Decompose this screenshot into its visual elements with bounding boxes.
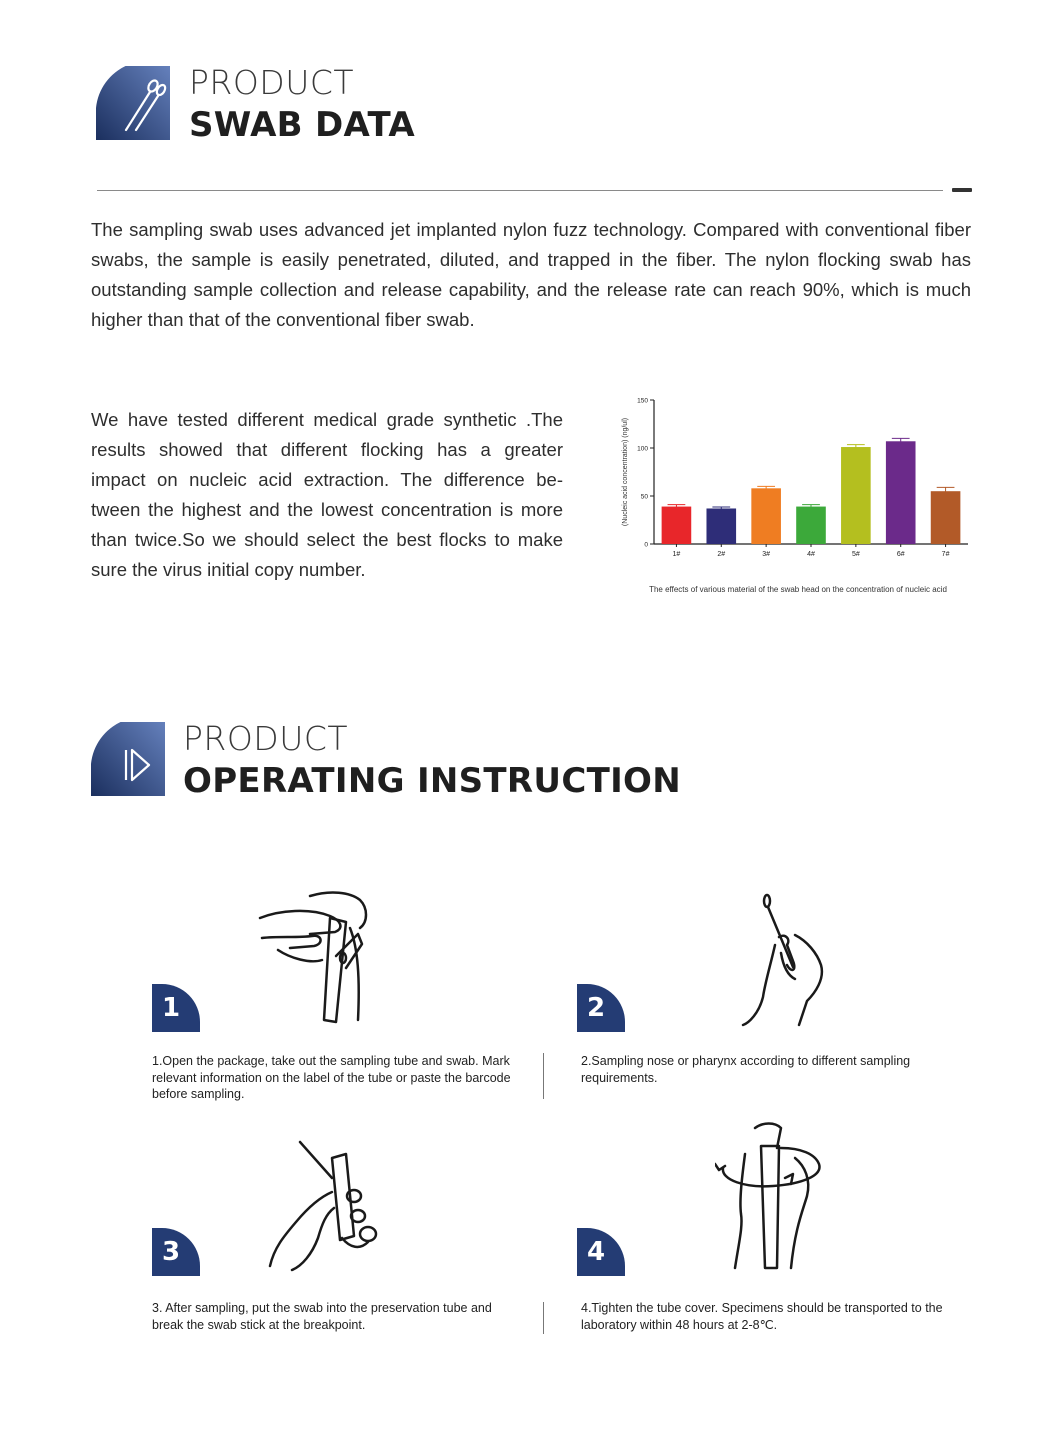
- y-tick-label: 150: [637, 397, 648, 405]
- step-number: 3: [161, 1237, 181, 1267]
- step-divider: [543, 1302, 544, 1334]
- section-title: SWAB DATA: [189, 105, 415, 145]
- section-kicker: PRODUCT: [183, 719, 349, 758]
- swab-description: The sampling swab uses advanced jet implanted nylon fuzz technology. Compared with conventional fiber swabs, the sample is easily penetrated, diluted, and trapped in the fiber. The nylon flocking swab has outstanding sample collection and release capability, and the release rate can reach 90%, which is much higher than that of the conventional fiber swab.: [91, 219, 971, 330]
- step-divider: [543, 1053, 544, 1099]
- x-tick-label: 3#: [762, 551, 771, 558]
- x-tick-label: 4#: [807, 551, 815, 558]
- bar-4: [796, 507, 826, 544]
- step-badge-2: [577, 984, 625, 1032]
- y-tick-label: 50: [640, 493, 648, 501]
- play-step-icon: [91, 722, 165, 796]
- step-badge-3: [152, 1228, 200, 1276]
- step4-illustration: [715, 1118, 830, 1273]
- swab-icon: [96, 66, 170, 140]
- bar-7: [931, 491, 961, 544]
- step-number: 2: [586, 993, 606, 1023]
- x-tick-label: 6#: [896, 551, 905, 558]
- bar-2: [706, 508, 736, 544]
- instruction-badge: [91, 722, 165, 796]
- test-description: We have tested different medical grade synthetic .The results showed that different flocking has a greater impact on nucleic acid extraction. The difference be-tween the highest and the lowest concentration is more than twice.So we should select the best flocks to make sure the virus initial copy number.: [91, 409, 563, 580]
- bar-3: [751, 488, 781, 544]
- step-number: 4: [586, 1237, 606, 1267]
- x-tick-label: 7#: [941, 551, 950, 558]
- step-4-text: 4.Tighten the tube cover. Specimens should be transported to the laboratory within 48 hours at 2-8℃.: [581, 1301, 943, 1332]
- nucleic-acid-chart: [606, 392, 974, 602]
- x-tick-label: 1#: [672, 551, 681, 558]
- swab-data-badge: [96, 66, 170, 140]
- y-tick-label: 100: [637, 445, 648, 453]
- step1-illustration: [250, 888, 385, 1028]
- step2-illustration: [735, 893, 835, 1028]
- step3-illustration: [262, 1138, 387, 1273]
- x-tick-label: 2#: [717, 551, 726, 558]
- hands-breaking-swab-icon: [262, 1138, 387, 1273]
- hand-holding-swab-icon: [735, 893, 835, 1028]
- bar-5: [841, 447, 871, 544]
- divider-accent: [952, 188, 972, 192]
- step-1-text: 1.Open the package, take out the sampling tube and swab. Mark relevant information on the label of the tube or paste the barcode before sampling.: [152, 1054, 511, 1101]
- bar-6: [886, 441, 916, 544]
- y-tick-label: 0: [644, 541, 648, 549]
- x-tick-label: 5#: [851, 551, 860, 558]
- step-3-text: 3. After sampling, put the swab into the preservation tube and break the swab stick at the breakpoint.: [152, 1301, 492, 1332]
- hands-tightening-cap-icon: [715, 1118, 830, 1273]
- step-badge-1: [152, 984, 200, 1032]
- section-title: OPERATING INSTRUCTION: [183, 761, 681, 801]
- chart-caption: The effects of various material of the swab head on the concentration of nucleic acid: [649, 585, 947, 594]
- step-2-text: 2.Sampling nose or pharynx according to different sampling requirements.: [581, 1054, 911, 1085]
- hands-opening-package-icon: [250, 888, 385, 1028]
- section-kicker: PRODUCT: [189, 63, 355, 102]
- divider-line: [97, 190, 943, 191]
- step-badge-4: [577, 1228, 625, 1276]
- chart-y-label: (Nucleic acid concentration) (ng/ul): [622, 417, 629, 527]
- step-number: 1: [161, 993, 181, 1023]
- bar-1: [662, 507, 692, 544]
